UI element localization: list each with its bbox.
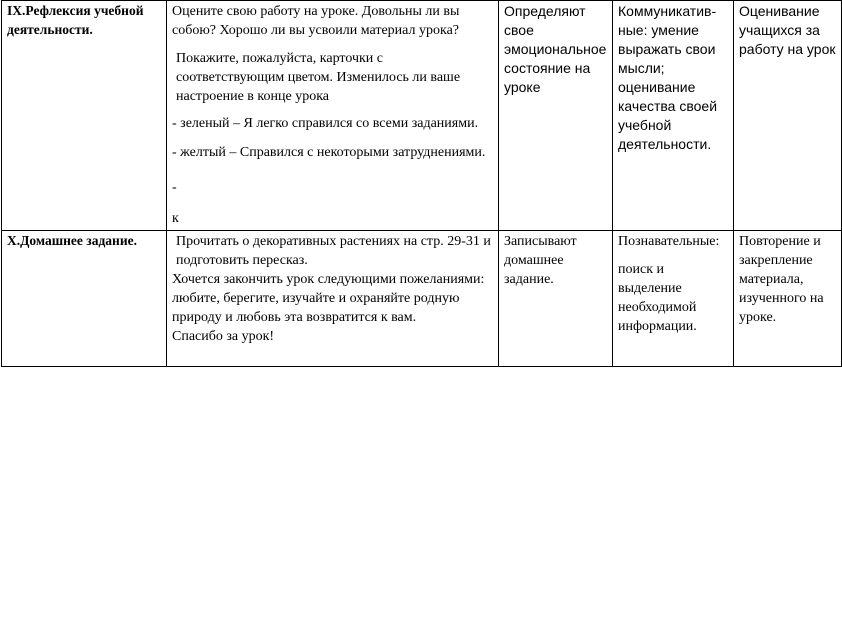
result-cell [734, 1, 842, 231]
stage-title: X.Домашнее задание. [7, 233, 137, 248]
stage-cell [2, 1, 167, 231]
lesson-plan-table [1, 0, 842, 367]
teacher-activity-cell [167, 231, 499, 367]
result-text: Повторение и закрепление материала, изученного на уроке. [739, 234, 824, 325]
teacher-activity-cell [167, 1, 499, 231]
teacher-text-paragraph: к [172, 211, 179, 226]
student-activity-cell [499, 1, 613, 231]
table-row [2, 231, 842, 367]
teacher-text-paragraph: Оцените свою работу на уроке. Довольны ли вы собою? Хорошо ли вы усвоили материал урока? [172, 4, 460, 38]
student-activity-text: Записывают домашнее задание. [504, 234, 577, 287]
result-text: Оценивание учащихся за работу на урок [739, 3, 836, 57]
uud-text: Коммуникатив-ные: умение выражать свои мысли; оценивание качества своей учебной деятельности. [618, 3, 718, 152]
teacher-text-paragraph: Покажите, пожалуйста, карточки с соответствующим цветом. Изменилось ли ваше настроение в конце урока [176, 51, 461, 104]
teacher-text-paragraph: - желтый – Справился с некоторыми затруднениями. [172, 145, 486, 160]
teacher-text-paragraph: Спасибо за урок! [172, 329, 275, 344]
teacher-text-paragraph: - [172, 180, 177, 195]
teacher-text-paragraph: Хочется закончить урок следующими пожеланиями: любите, берегите, изучайте и охраняйте родную природу и любовь эта возвратится к вам. [172, 272, 485, 325]
teacher-text-paragraph: Прочитать о декоративных растениях на стр. 29-31 и подготовить пересказ. [176, 234, 491, 268]
stage-title: IX.Рефлексия учебной деятельности. [7, 3, 144, 37]
uud-text: поиск и выделение необходимой информации. [618, 262, 697, 334]
result-cell [734, 231, 842, 367]
uud-cell [613, 1, 734, 231]
stage-cell [2, 231, 167, 367]
uud-text: Познавательные: [618, 234, 720, 249]
teacher-text-paragraph: - зеленый – Я легко справился со всеми заданиями. [172, 116, 479, 131]
table-row [2, 1, 842, 231]
student-activity-cell [499, 231, 613, 367]
student-activity-text: Определяют свое эмоциональное состояние на уроке [504, 3, 607, 95]
uud-cell [613, 231, 734, 367]
